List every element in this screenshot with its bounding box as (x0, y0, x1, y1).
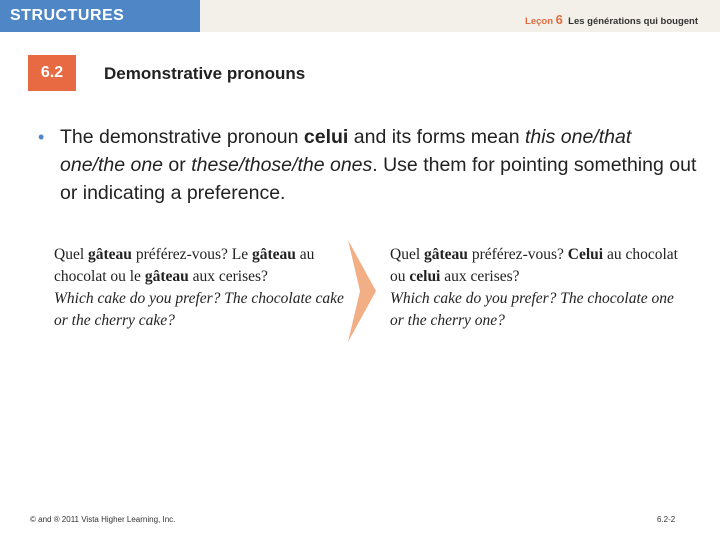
english-translation: Which cake do you prefer? The chocolate cake or the cherry cake? (54, 290, 344, 329)
bold-word: gâteau (252, 246, 296, 263)
text-part: au chocolat ou le (54, 246, 315, 285)
section-title: Demonstrative pronouns (104, 64, 306, 83)
bold-word: Celui (567, 246, 604, 263)
french-sentence (54, 244, 349, 288)
bullet-text-part: and its forms mean (348, 126, 525, 148)
lesson-header (525, 12, 698, 27)
text-part: Quel (390, 246, 425, 263)
bullet-text-part: . Use them for pointing something out or indicating a preference. (60, 154, 697, 204)
text-part: au chocolat ou (390, 246, 678, 285)
header-bar (0, 0, 720, 32)
bullet-text-part: The demonstrative pronoun (60, 126, 304, 148)
header-title: STRUCTURES (10, 7, 125, 24)
bullet-icon: • (38, 127, 45, 147)
meaning-these: these/those/the ones (191, 154, 373, 176)
text-part: Quel (54, 246, 89, 263)
text-part: préférez-vous? (467, 246, 568, 263)
bold-word: gâteau (88, 246, 132, 263)
text-part: préférez-vous? Le (131, 246, 252, 263)
chevron-right-icon (346, 238, 380, 344)
keyword-celui: celui (303, 126, 349, 148)
bold-word: gâteau (424, 246, 468, 263)
lesson-number: 6 (555, 12, 563, 27)
lesson-prefix: Leçon (525, 16, 553, 27)
bullet-paragraph (38, 123, 698, 207)
meaning-this-one: this one/that one/the one (60, 126, 632, 176)
section-number: 6.2 (40, 64, 64, 81)
section-number-badge (28, 55, 76, 91)
bold-word: gâteau (144, 268, 189, 285)
example-left (54, 244, 349, 332)
example-right (390, 244, 680, 332)
header-section-tab (0, 0, 203, 32)
lesson-title: Les générations qui bougent (568, 16, 698, 27)
bullet-text (60, 123, 698, 207)
bullet-text-part: or (163, 154, 192, 176)
french-sentence (390, 244, 680, 288)
text-part: aux cerises? (440, 268, 520, 285)
text-part: aux cerises? (188, 268, 268, 285)
english-translation: Which cake do you prefer? The chocolate one or the cherry one? (390, 290, 674, 329)
bold-word: celui (409, 268, 441, 285)
page-number: 6.2-2 (657, 515, 676, 524)
copyright-notice: © and ® 2011 Vista Higher Learning, Inc. (30, 515, 176, 524)
